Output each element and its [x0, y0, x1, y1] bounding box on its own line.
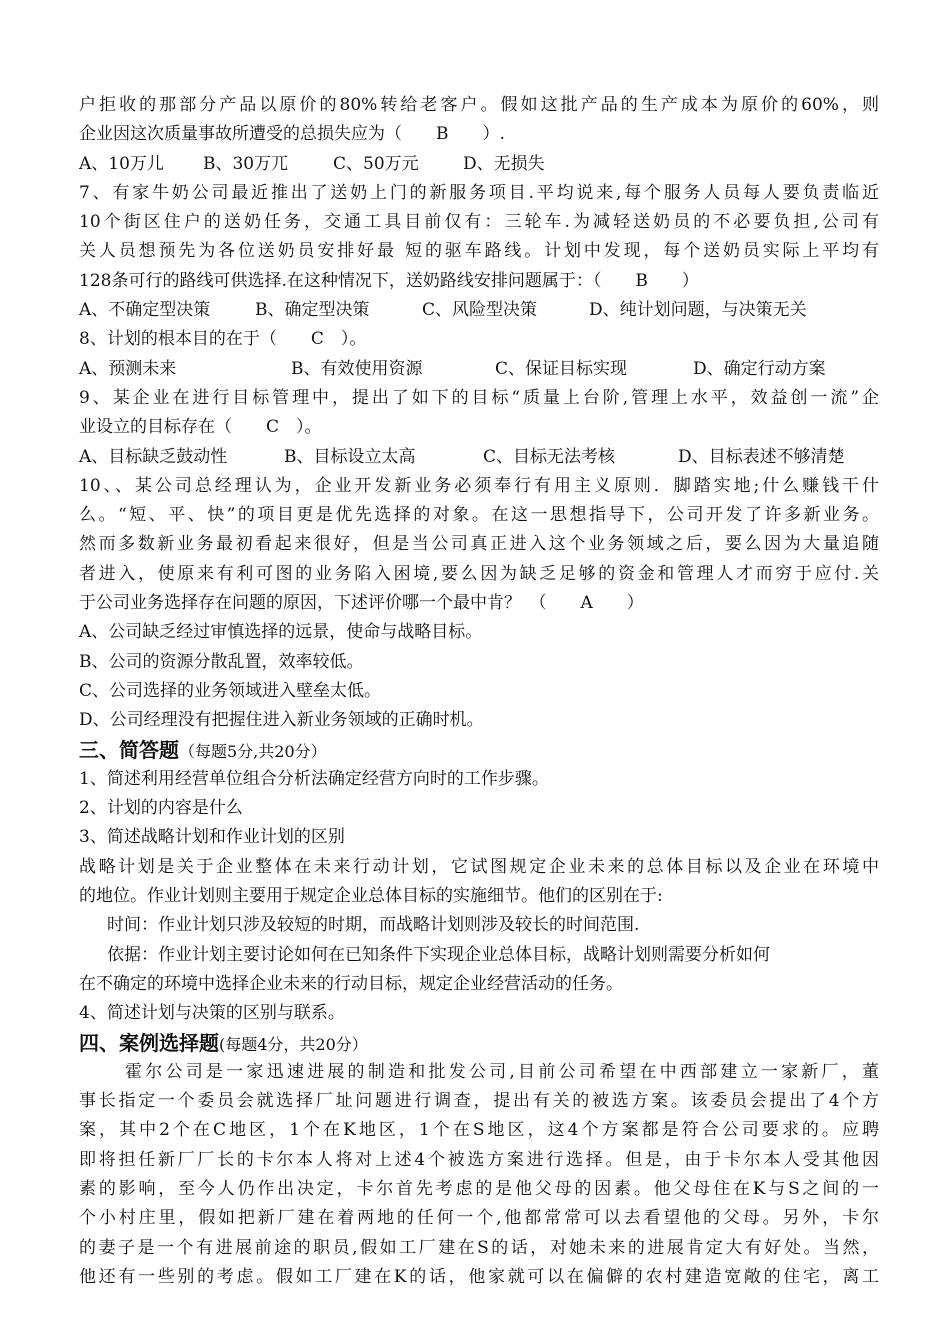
s3-answer-3-line-3: 时间：作业计划只涉及较短的时期，而战略计划则涉及较长的时间范围.: [107, 915, 640, 936]
q7-line-1: 7、有家牛奶公司最近推出了送奶上门的新服务项目.平均说来,每个服务人员每人要负责临近: [79, 182, 879, 203]
s3-question-4: 4、简述计划与决策的区别与联系。: [79, 1003, 345, 1024]
q8-option-d: D、确定行动方案: [693, 358, 826, 379]
q8-option-c: C、保证目标实现: [495, 358, 628, 379]
section-4-title: 四、案例选择题: [79, 1030, 219, 1055]
case-line-4: 即将担任新厂厂长的卡尔本人将对上述4个被选方案进行选择。但是，由于卡尔本人受其他因: [79, 1149, 879, 1170]
q7-line-2: 10个街区住户的送奶任务，交通工具目前仅有：三轮车.为减轻送奶员的不必要负担,公司有: [79, 212, 879, 233]
q6-line-1: 户拒收的那部分产品以原价的80%转给老客户。假如这批产品的生产成本为原价的60%，则: [79, 95, 879, 115]
case-line-6: 个小村庄里，假如把新厂建在着两地的任何一个,他都常常可以去看望他的父母。另外，卡尔: [79, 1208, 879, 1229]
q6-option-b: B、30万兀: [203, 153, 289, 174]
q10-line-2: 么。“短、平、快”的项目更是优先选择的对象。在这一思想指导下，公司开发了许多新业务。: [79, 505, 879, 526]
q7-option-d: D、纯计划问题，与决策无关: [589, 300, 807, 321]
q10-option-c: C、公司选择的业务领域进入壁垒太低。: [79, 680, 382, 701]
q9-line-1: 9、某企业在进行目标管理中，提出了如下的目标“质量上台阶,管理上水平，效益创一流”企: [79, 387, 879, 408]
q9-option-a: A、目标缺乏鼓动性: [79, 446, 228, 467]
section-4-heading: [79, 1029, 879, 1058]
q9-line-2: 业设立的目标存在（ C ）。: [79, 417, 322, 438]
case-line-8: 他还有一些别的考虑。假如工厂建在K的话，他家就可以在偏僻的农村建造宽敞的住宅，离工: [79, 1266, 879, 1287]
section-3-note: （每题5分,共20分）: [179, 741, 327, 761]
section-3-title: 三、简答题: [79, 737, 179, 762]
q10-line-4: 者进入，使原来有利可图的业务陷入困境,要么因为缺乏足够的资金和管理人才而穷于应付.关: [79, 563, 879, 584]
q6-option-c: C、50万元: [333, 153, 419, 174]
case-line-2: 事长指定一个委员会就选择厂址问题进行调查，提出有关的被选方案。该委员会提出了4个方: [79, 1091, 879, 1112]
s3-question-3: 3、简述战略计划和作业计划的区别: [79, 827, 345, 848]
q7-line-4: 128条可行的路线可供选择.在这种情况下，送奶路线安排问题属于：（ B ）: [79, 270, 699, 291]
case-line-3: 案，其中2个在C地区，1个在K地区，1个在S地区，这4个方案都是符合公司要求的。应聘: [79, 1120, 879, 1141]
q6-option-a: A、10万儿: [79, 153, 164, 174]
q7-options: [79, 296, 879, 325]
q7-option-b: B、确定型决策: [255, 300, 370, 321]
s3-question-1: 1、简述利用经营单位组合分析法确定经营方向时的工作步骤。: [79, 768, 549, 789]
q9-options: [79, 443, 879, 472]
s3-answer-3-line-5: 在不确定的环境中选择企业未来的行动目标，规定企业经营活动的任务。: [79, 973, 623, 994]
s3-question-2: 2、计划的内容是什么: [79, 798, 243, 819]
section-3-heading: [79, 736, 879, 765]
q7-option-c: C、风险型决策: [422, 300, 538, 321]
s3-answer-3-line-1: 战略计划是关于企业整体在未来行动计划，它试图规定企业未来的总体目标以及企业在环境中: [79, 856, 879, 877]
s3-answer-3-line-4: 依据：作业计划主要讨论如何在已知条件下实现企业总体目标，战略计划则需要分析如何: [107, 944, 770, 965]
q8-options: [79, 355, 879, 384]
q8-option-b: B、有效使用资源: [291, 358, 423, 379]
s3-answer-3-line-2: 的地位。作业计划则主要用于规定企业总体目标的实施细节。他们的区别在于:: [79, 886, 663, 907]
document-page: [79, 91, 879, 1292]
section-4-note: (每题4分，共20分）: [219, 1034, 368, 1054]
q6-line-2: 企业因这次质量事故所遭受的总损失应为（ B ）.: [79, 124, 505, 145]
q10-option-d: D、公司经理没有把握住进入新业务领域的正确时机。: [79, 710, 484, 731]
q6-options: [79, 150, 879, 179]
q10-option-a: A、公司缺乏经过审慎选择的远景，使命与战略目标。: [79, 622, 483, 643]
case-line-7: 的妻子是一个有进展前途的职员,假如工厂建在S的话，对她未来的进展肯定大有好处。当然，: [79, 1237, 879, 1258]
q9-option-c: C、目标无法考核: [483, 446, 616, 467]
case-line-1: 霍尔公司是一家迅速进展的制造和批发公司,目前公司希望在中西部建立一家新厂，董: [125, 1061, 879, 1082]
q9-option-b: B、目标设立太高: [284, 446, 416, 467]
q8-option-a: A、预测未来: [79, 358, 177, 379]
q7-line-3: 关人员想预先为各位送奶员安排好最 短的驱车路线。计划中发现，每个送奶员实际上平均有: [79, 241, 879, 262]
q9-option-d: D、目标表述不够清楚: [678, 446, 845, 467]
q10-line-5: 于公司业务选择存在问题的原因，下述评价哪一个最中肯？ （ A ）: [79, 593, 644, 614]
q8-line-1: 8、计划的根本目的在于（ C ）。: [79, 329, 367, 350]
q10-line-1: 10、、某公司总经理认为，企业开发新业务必须奉行有用主义原则．脚踏实地;什么赚钱干什: [79, 475, 879, 496]
q6-option-d: D、无损失: [463, 153, 545, 174]
q10-option-b: B、公司的资源分散乱置，效率较低。: [79, 651, 364, 672]
q7-option-a: A、不确定型决策: [79, 300, 211, 321]
case-line-5: 素的影响，至今人仍作出决定，卡尔首先考虑的是他父母的因素。他父母住在K与S之间的一: [79, 1178, 879, 1199]
q10-line-3: 然而多数新业务最初看起来很好，但是当公司真正进入这个业务领域之后，要么因为大量追随: [79, 534, 879, 555]
